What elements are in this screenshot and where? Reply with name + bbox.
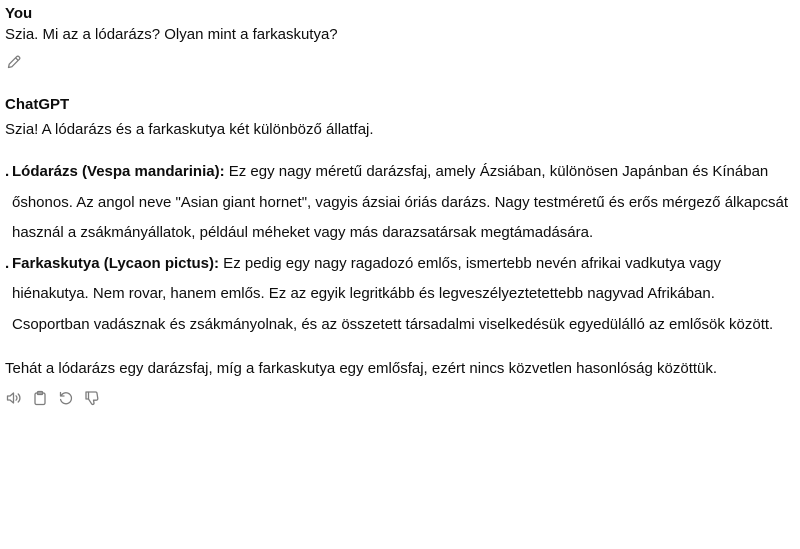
list-bullet: . (5, 254, 10, 272)
thumbs-down-icon[interactable] (83, 389, 101, 407)
user-author-label: You (5, 5, 33, 22)
user-message-text: Szia. Mi az a lódarázs? Olyan mint a farkaskutya? (5, 26, 338, 43)
pencil-icon[interactable] (5, 53, 23, 71)
list-item-text: Ez egy nagy méretű darázsfaj, amely Ázsiában, különösen Japánban és Kínában őshonos. Az angol neve "Asian giant hornet", vagyis ázsiai óriás darázs. Nagy testméretű és erős mérgező álkapcsát használ a zsákmányállatok, például méheket vagy más darazsatársak megtámadására. (12, 163, 789, 241)
chat-thread (5, 4, 795, 407)
assistant-conclusion-text: Tehát a lódarázs egy darázsfaj, míg a farkaskutya egy emlősfaj, ezért nincs közvetlen hasonlóság közöttük. (5, 360, 718, 377)
assistant-intro-text: Szia! A lódarázs és a farkaskutya két különböző állatfaj. (5, 121, 374, 138)
speaker-icon[interactable] (5, 389, 23, 407)
assistant-author-label: ChatGPT (5, 96, 70, 113)
list-item (5, 157, 795, 249)
list-item-term: Lódarázs (Vespa mandarinia): (12, 163, 225, 180)
assistant-list (5, 157, 795, 340)
message-actions (5, 389, 795, 407)
assistant-message (5, 95, 795, 407)
user-message (5, 4, 795, 75)
list-item (5, 249, 795, 341)
list-bullet: . (5, 163, 10, 180)
copy-icon[interactable] (31, 389, 49, 407)
regenerate-icon[interactable] (57, 389, 75, 407)
list-item-text: Ez pedig egy nagy ragadozó emlős, ismertebb nevén afrikai vadkutya vagy hiénakutya. Nem rovar, hanem emlős. Ez az egyik legritkább és legveszélyeztetettebb nagyvad Afrikában. Csoportban vadásznak és zsákmányolnak, és az összetett társadalmi viselkedésük egyedülálló az emlősök között. (12, 254, 774, 333)
list-item-term: Farkaskutya (Lycaon pictus): (12, 254, 220, 272)
